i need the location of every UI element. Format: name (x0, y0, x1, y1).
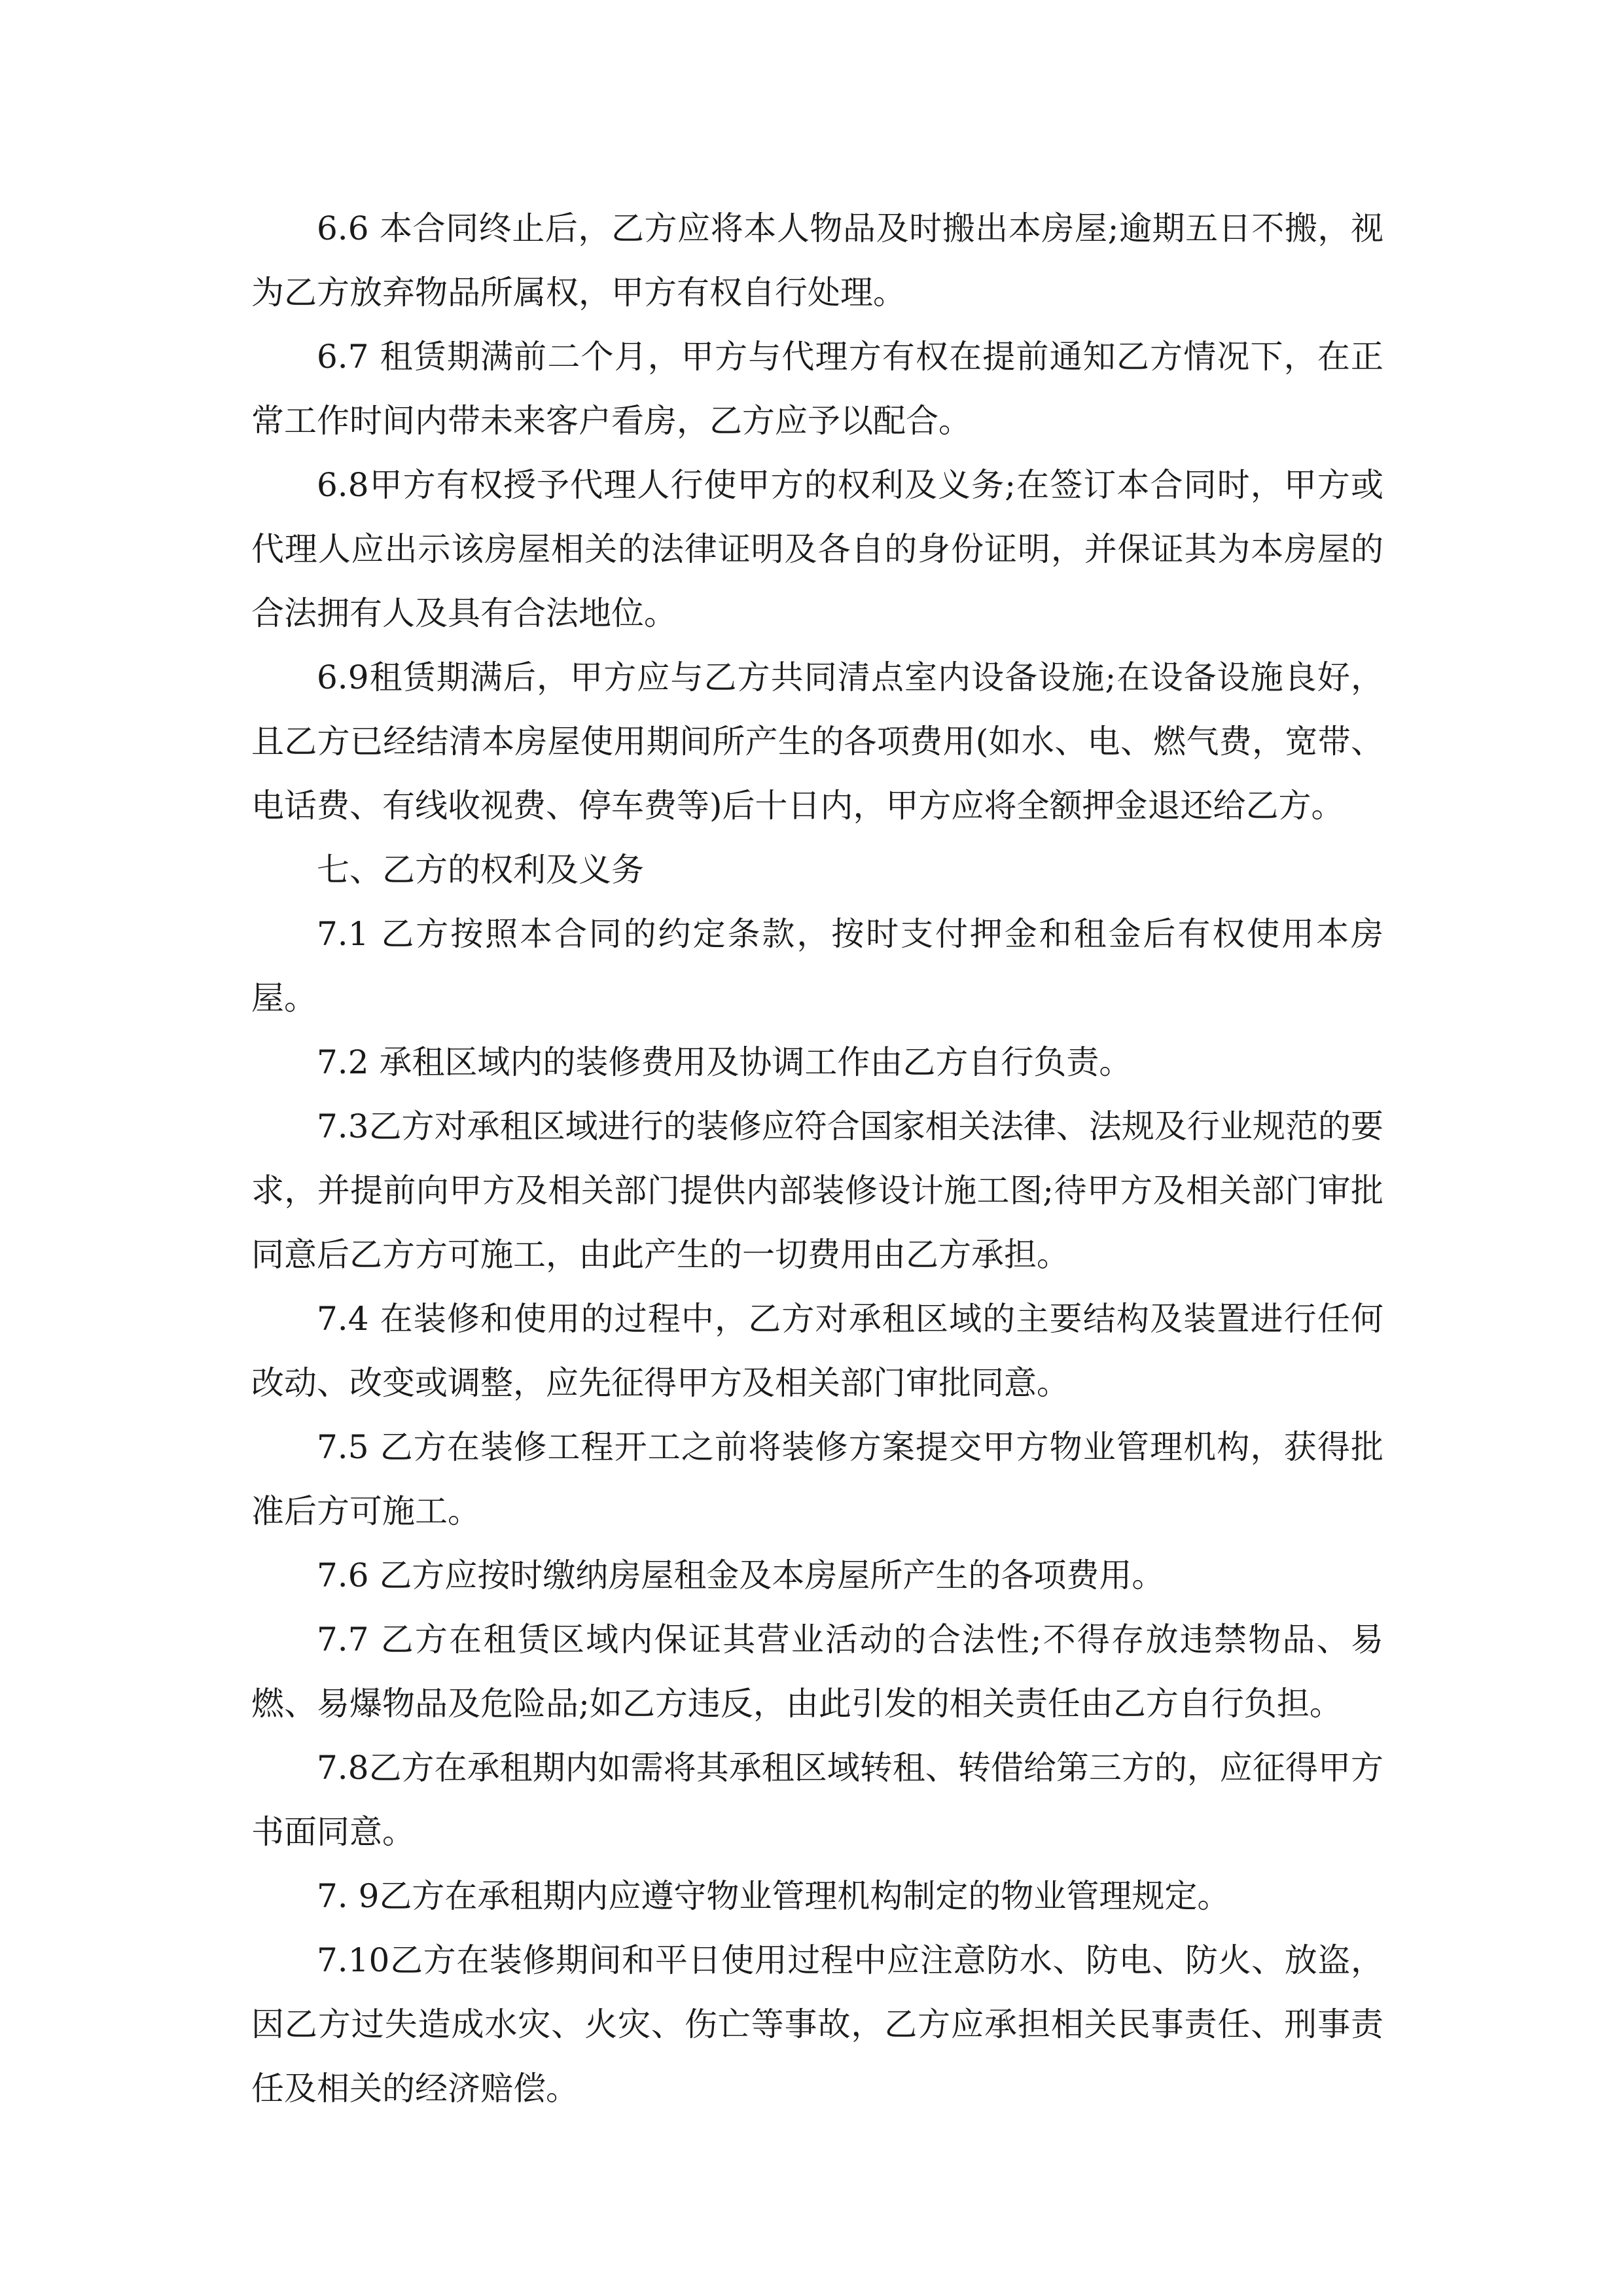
clause-7-8: 7.8乙方在承租期内如需将其承租区域转租、转借给第三方的，应征得甲方书面同意。 (251, 1749, 1383, 1851)
clause-7-5: 7.5 乙方在装修工程开工之前将装修方案提交甲方物业管理机构，获得批准后方可施工。 (251, 1428, 1383, 1530)
clause-7-10: 7.10乙方在装修期间和平日使用过程中应注意防水、防电、防火、放盗，因乙方过失造成水灾、火灾、伤亡等事故，乙方应承担相关民事责任、刑事责任及相关的经济赔偿。 (251, 1941, 1383, 2108)
clause-6-9: 6.9租赁期满后，甲方应与乙方共同清点室内设备设施;在设备设施良好，且乙方已经结清本房屋使用期间所产生的各项费用(如水、电、燃气费，宽带、电话费、有线收视费、停车费等)后十日内，甲方应将全额押金退还给乙方。 (251, 658, 1383, 825)
section-heading-7: 七、乙方的权利及义务 (317, 851, 644, 889)
clause-7-4: 7.4 在装修和使用的过程中，乙方对承租区域的主要结构及装置进行任何改动、改变或调整，应先征得甲方及相关部门审批同意。 (251, 1300, 1383, 1402)
clause-7-1: 7.1 乙方按照本合同的约定条款，按时支付押金和租金后有权使用本房屋。 (251, 915, 1383, 1017)
clause-7-7: 7.7 乙方在租赁区域内保证其营业活动的合法性;不得存放违禁物品、易燃、易爆物品及危险品;如乙方违反，由此引发的相关责任由乙方自行负担。 (251, 1621, 1383, 1723)
clause-7-2: 7.2 承租区域内的装修费用及协调工作由乙方自行负责。 (317, 1043, 1132, 1081)
clause-6-7: 6.7 租赁期满前二个月，甲方与代理方有权在提前通知乙方情况下，在正常工作时间内带未来客户看房，乙方应予以配合。 (251, 338, 1383, 440)
clause-7-3: 7.3乙方对承租区域进行的装修应符合国家相关法律、法规及行业规范的要求，并提前向甲方及相关部门提供内部装修设计施工图;待甲方及相关部门审批同意后乙方方可施工，由此产生的一切费用由乙方承担。 (251, 1107, 1383, 1274)
clause-6-8: 6.8甲方有权授予代理人行使甲方的权利及义务;在签订本合同时，甲方或代理人应出示该房屋相关的法律证明及各自的身份证明，并保证其为本房屋的合法拥有人及具有合法地位。 (251, 466, 1383, 632)
clause-7-9: 7. 9乙方在承租期内应遵守物业管理机构制定的物业管理规定。 (317, 1877, 1230, 1915)
document-body (251, 196, 1383, 2121)
clause-6-6: 6.6 本合同终止后，乙方应将本人物品及时搬出本房屋;逾期五日不搬，视为乙方放弃物品所属权，甲方有权自行处理。 (251, 209, 1383, 312)
clause-7-6: 7.6 乙方应按时缴纳房屋租金及本房屋所产生的各项费用。 (317, 1556, 1165, 1594)
